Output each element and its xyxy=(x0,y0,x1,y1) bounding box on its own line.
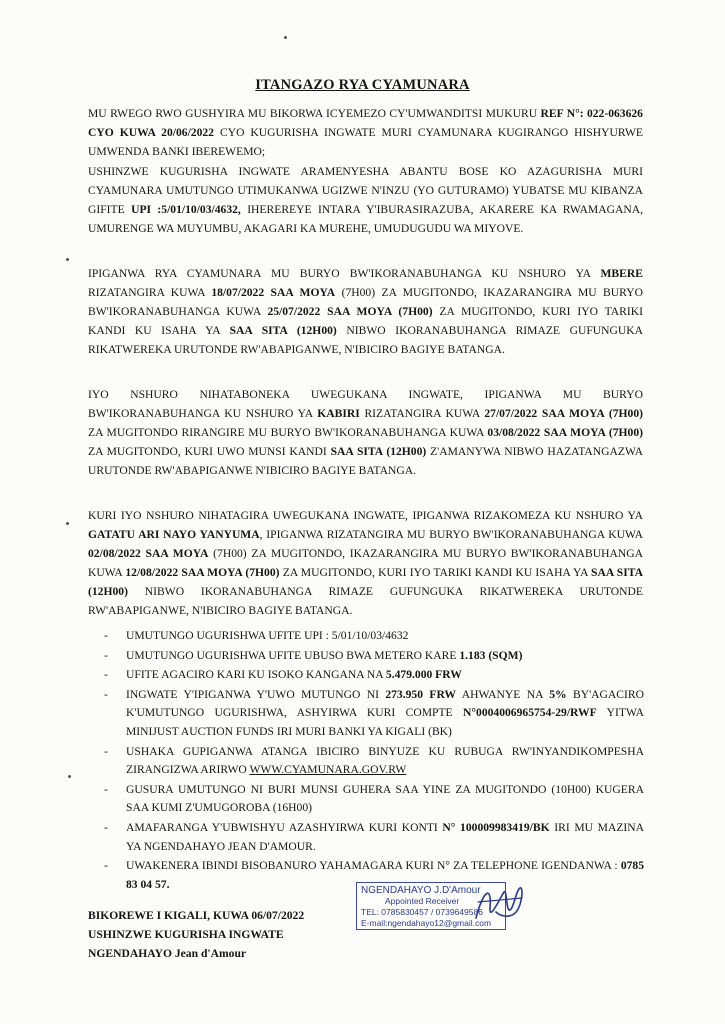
upi-number: UPI :5/01/10/03/4632, xyxy=(131,203,241,216)
bold-text: MBERE xyxy=(600,267,643,280)
text: NIBWO IKORANABUHANGA RIMAZE GUFUNGUKA RIKATWEREKA URUTONDE RW'ABAPIGANWE, N'IBICIRO BAGIYE BATANGA. xyxy=(88,585,643,617)
text: CYO KUGURISHA INGWATE MURI CYAMUNARA KUGIRANGO HISHYURWE UMWENDA BANKI IBEREWEMO; xyxy=(88,126,643,158)
text: (7H00) ZA MUGITONDO, IKAZARANGIRA MU BURYO BW'IKORANABUHANGA KUWA xyxy=(88,547,643,579)
text: KURI IYO NSHURO NIHATAGIRA UWEGUKANA INGWATE, IPIGANWA RIZAKOMEZA KU NSHURO YA xyxy=(88,509,643,522)
market-value: 5.479.000 FRW xyxy=(385,668,462,682)
deposit-percent: 5% xyxy=(549,687,567,701)
text: YITWA MINIJUST AUCTION FUNDS IRI MURI BANKI YA KIGALI (BK) xyxy=(126,706,644,738)
text: UWAKENERA IBINDI BISOBANURO YAHAMAGARA KURI N° ZA TELEPHONE IGENDANWA : xyxy=(126,859,621,873)
paragraph-property xyxy=(88,162,643,238)
stamp-role: Appointed Receiver xyxy=(385,896,460,906)
bold-text: SAA SITA (12H00) xyxy=(88,566,644,598)
text: AHWANYE NA xyxy=(456,687,550,701)
text: IPIGANWA RYA CYAMUNARA MU BURYO BW'IKORANABUHANGA KU NSHURO YA xyxy=(88,267,601,280)
text: IYO NSHURO NIHATABONEKA UWEGUKANA INGWATE, IPIGANWA MU BURYO BW'IKORANABUHANGA KU NSHURO YA xyxy=(88,388,643,420)
document-title: ITANGAZO RYA CYAMUNARA xyxy=(255,77,470,93)
text: ZA MUGITONDO RIRANGIRE MU BURYO BW'IKORANABUHANGA KUWA xyxy=(88,426,488,439)
scan-speck xyxy=(284,36,287,39)
area-value: 1.183 (SQM) xyxy=(459,648,523,662)
text: NIBWO IKORANABUHANGA RIMAZE GUFUNGUKA RIKATWEREKA URUTONDE RW'ABAPIGANWE, N'IBICIRO BAGIYE BATANGA. xyxy=(88,324,644,356)
details-list xyxy=(104,627,644,895)
text: ZA MUGITONDO, KURI IYO TARIKI KANDI KU ISAHA YA xyxy=(88,305,644,337)
paragraph-reference xyxy=(88,104,643,161)
list-item xyxy=(104,686,644,742)
account-number: N°0004006965754-29/RWF xyxy=(463,706,597,720)
text: USHAKA GUPIGANWA ATANGA IBICIRO BINYUZE KU RUBUGA RW'INYANDIKOMPESHA ZIRANGIZWA ARIRWO xyxy=(126,744,644,777)
list-item xyxy=(104,819,644,856)
text: INGWATE Y'IPIGANWA Y'UWO MUTUNGO NI xyxy=(126,687,386,701)
bold-text: 25/07/2022 SAA MOYA (7H00) xyxy=(267,305,433,318)
handwritten-signature xyxy=(470,878,530,928)
text: AMAFARANGA Y'UBWISHYU AZASHYIRWA KURI KONTI xyxy=(126,820,443,834)
bold-text: 27/07/2022 SAA MOYA (7H00) xyxy=(484,407,643,420)
text: UFITE AGACIRO KARI KU ISOKO KANGANA NA xyxy=(126,668,386,682)
account-number: N° 100009983419/BK xyxy=(442,820,550,834)
bold-text: 18/07/2022 SAA MOYA xyxy=(211,286,336,299)
deposit-value: 273.950 FRW xyxy=(385,687,457,701)
place-date: BIKOREWE I KIGALI, KUWA 06/07/2022 xyxy=(88,909,305,922)
bold-text: 03/08/2022 SAA MOYA (7H00) xyxy=(487,426,643,439)
list-item xyxy=(104,647,644,666)
text: IHEREREYE INTARA Y'IBURASIRAZUBA, AKARERE KA RWAMAGANA, UMURENGE WA MUYUMBU, AKAGARI KA MUREHE, UMUDUGUDU WA MIYOVE. xyxy=(88,203,644,235)
bold-text: SAA SITA (12H00) xyxy=(330,445,427,458)
signer-role: USHINZWE KUGURISHA INGWATE xyxy=(88,928,284,941)
stamp-name: NGENDAHAYO J.D'Amour xyxy=(361,885,481,896)
text: MU RWEGO RWO GUSHYIRA MU BIKORWA ICYEMEZO CY'UMWANDITSI MUKURU xyxy=(88,107,541,120)
signer-name: NGENDAHAYO Jean d'Amour xyxy=(88,947,247,960)
list-item xyxy=(104,627,644,646)
paragraph-third-auction xyxy=(88,506,643,620)
text: BY'AGACIRO K'UMUTUNGO UGURISHWA, ASHYIRWA KURI COMPTE xyxy=(126,687,644,720)
bold-text: 12/08/2022 SAA MOYA (7H00) xyxy=(125,566,280,579)
bold-text: KABIRI xyxy=(317,407,360,420)
text: , IPIGANWA RIZATANGIRA MU BURYO BW'IKORANABUHANGA KUWA xyxy=(259,528,644,541)
text: USHINZWE KUGURISHA INGWATE ARAMENYESHA ABANTU BOSE KO AZAGURISHA MURI CYAMUNARA UMUTUNGO UTIMUKANWA UGIZWE N'INZU (YO GUTURAMO) YUBATSE MU KIBANZA GIFITE xyxy=(88,165,643,216)
website-link[interactable]: WWW.CYAMUNARA.GOV.RW xyxy=(249,763,407,777)
list-item xyxy=(104,743,644,780)
stamp-tel: TEL: 0785830457 / 0739649586 xyxy=(361,907,483,917)
text: (7H00) ZA MUGITONDO, IKAZARANGIRA MU BURYO BW'IKORANABUHANGA KUWA xyxy=(88,286,643,318)
stamp-email: E-mail:ngendahayo12@gmail.com xyxy=(361,918,492,928)
bold-text: GATATU ARI NAYO YANYUMA xyxy=(88,528,260,541)
scan-speck xyxy=(68,775,71,778)
text: UMUTUNGO UGURISHWA UFITE UBUSO BWA METERO KARE xyxy=(126,648,460,662)
text: ZA MUGITONDO, KURI UWO MUNSI KANDI xyxy=(88,445,331,458)
bold-text: SAA SITA (12H00) xyxy=(229,324,337,337)
text: UMUTUNGO UGURISHWA UFITE UPI : 5/01/10/03/4632 xyxy=(126,629,409,642)
text: GUSURA UMUTUNGO NI BURI MUNSI GUHERA SAA YINE ZA MUGITONDO (10H00) KUGERA SAA KUMI Z'UMUGOROBA (16H00) xyxy=(126,782,644,815)
paragraph-first-auction xyxy=(88,264,643,359)
text: ZA MUGITONDO, KURI IYO TARIKI KANDI KU ISAHA YA xyxy=(279,566,592,579)
bold-text: 02/08/2022 SAA MOYA xyxy=(88,547,209,560)
list-item xyxy=(104,781,644,818)
text: RIZATANGIRA KUWA xyxy=(88,286,212,299)
paragraph-second-auction xyxy=(88,385,643,480)
text: IRI MU MAZINA YA NGENDAHAYO JEAN D'AMOUR. xyxy=(126,820,645,853)
phone-number: 0785 83 04 57. xyxy=(126,859,644,891)
text: Z'AMANYWA NIBWO HAZATANGAZWA URUTONDE RW'ABAPIGANWE N'IBICIRO BAGIYE BATANGA. xyxy=(88,445,644,477)
text: RIZATANGIRA KUWA xyxy=(359,407,485,420)
scan-speck xyxy=(66,522,69,525)
reference-number: REF N°: 022-063626 CYO KUWA 20/06/2022 xyxy=(88,107,643,139)
list-item xyxy=(104,666,644,685)
signature-block xyxy=(88,906,388,963)
scan-speck xyxy=(66,258,69,261)
